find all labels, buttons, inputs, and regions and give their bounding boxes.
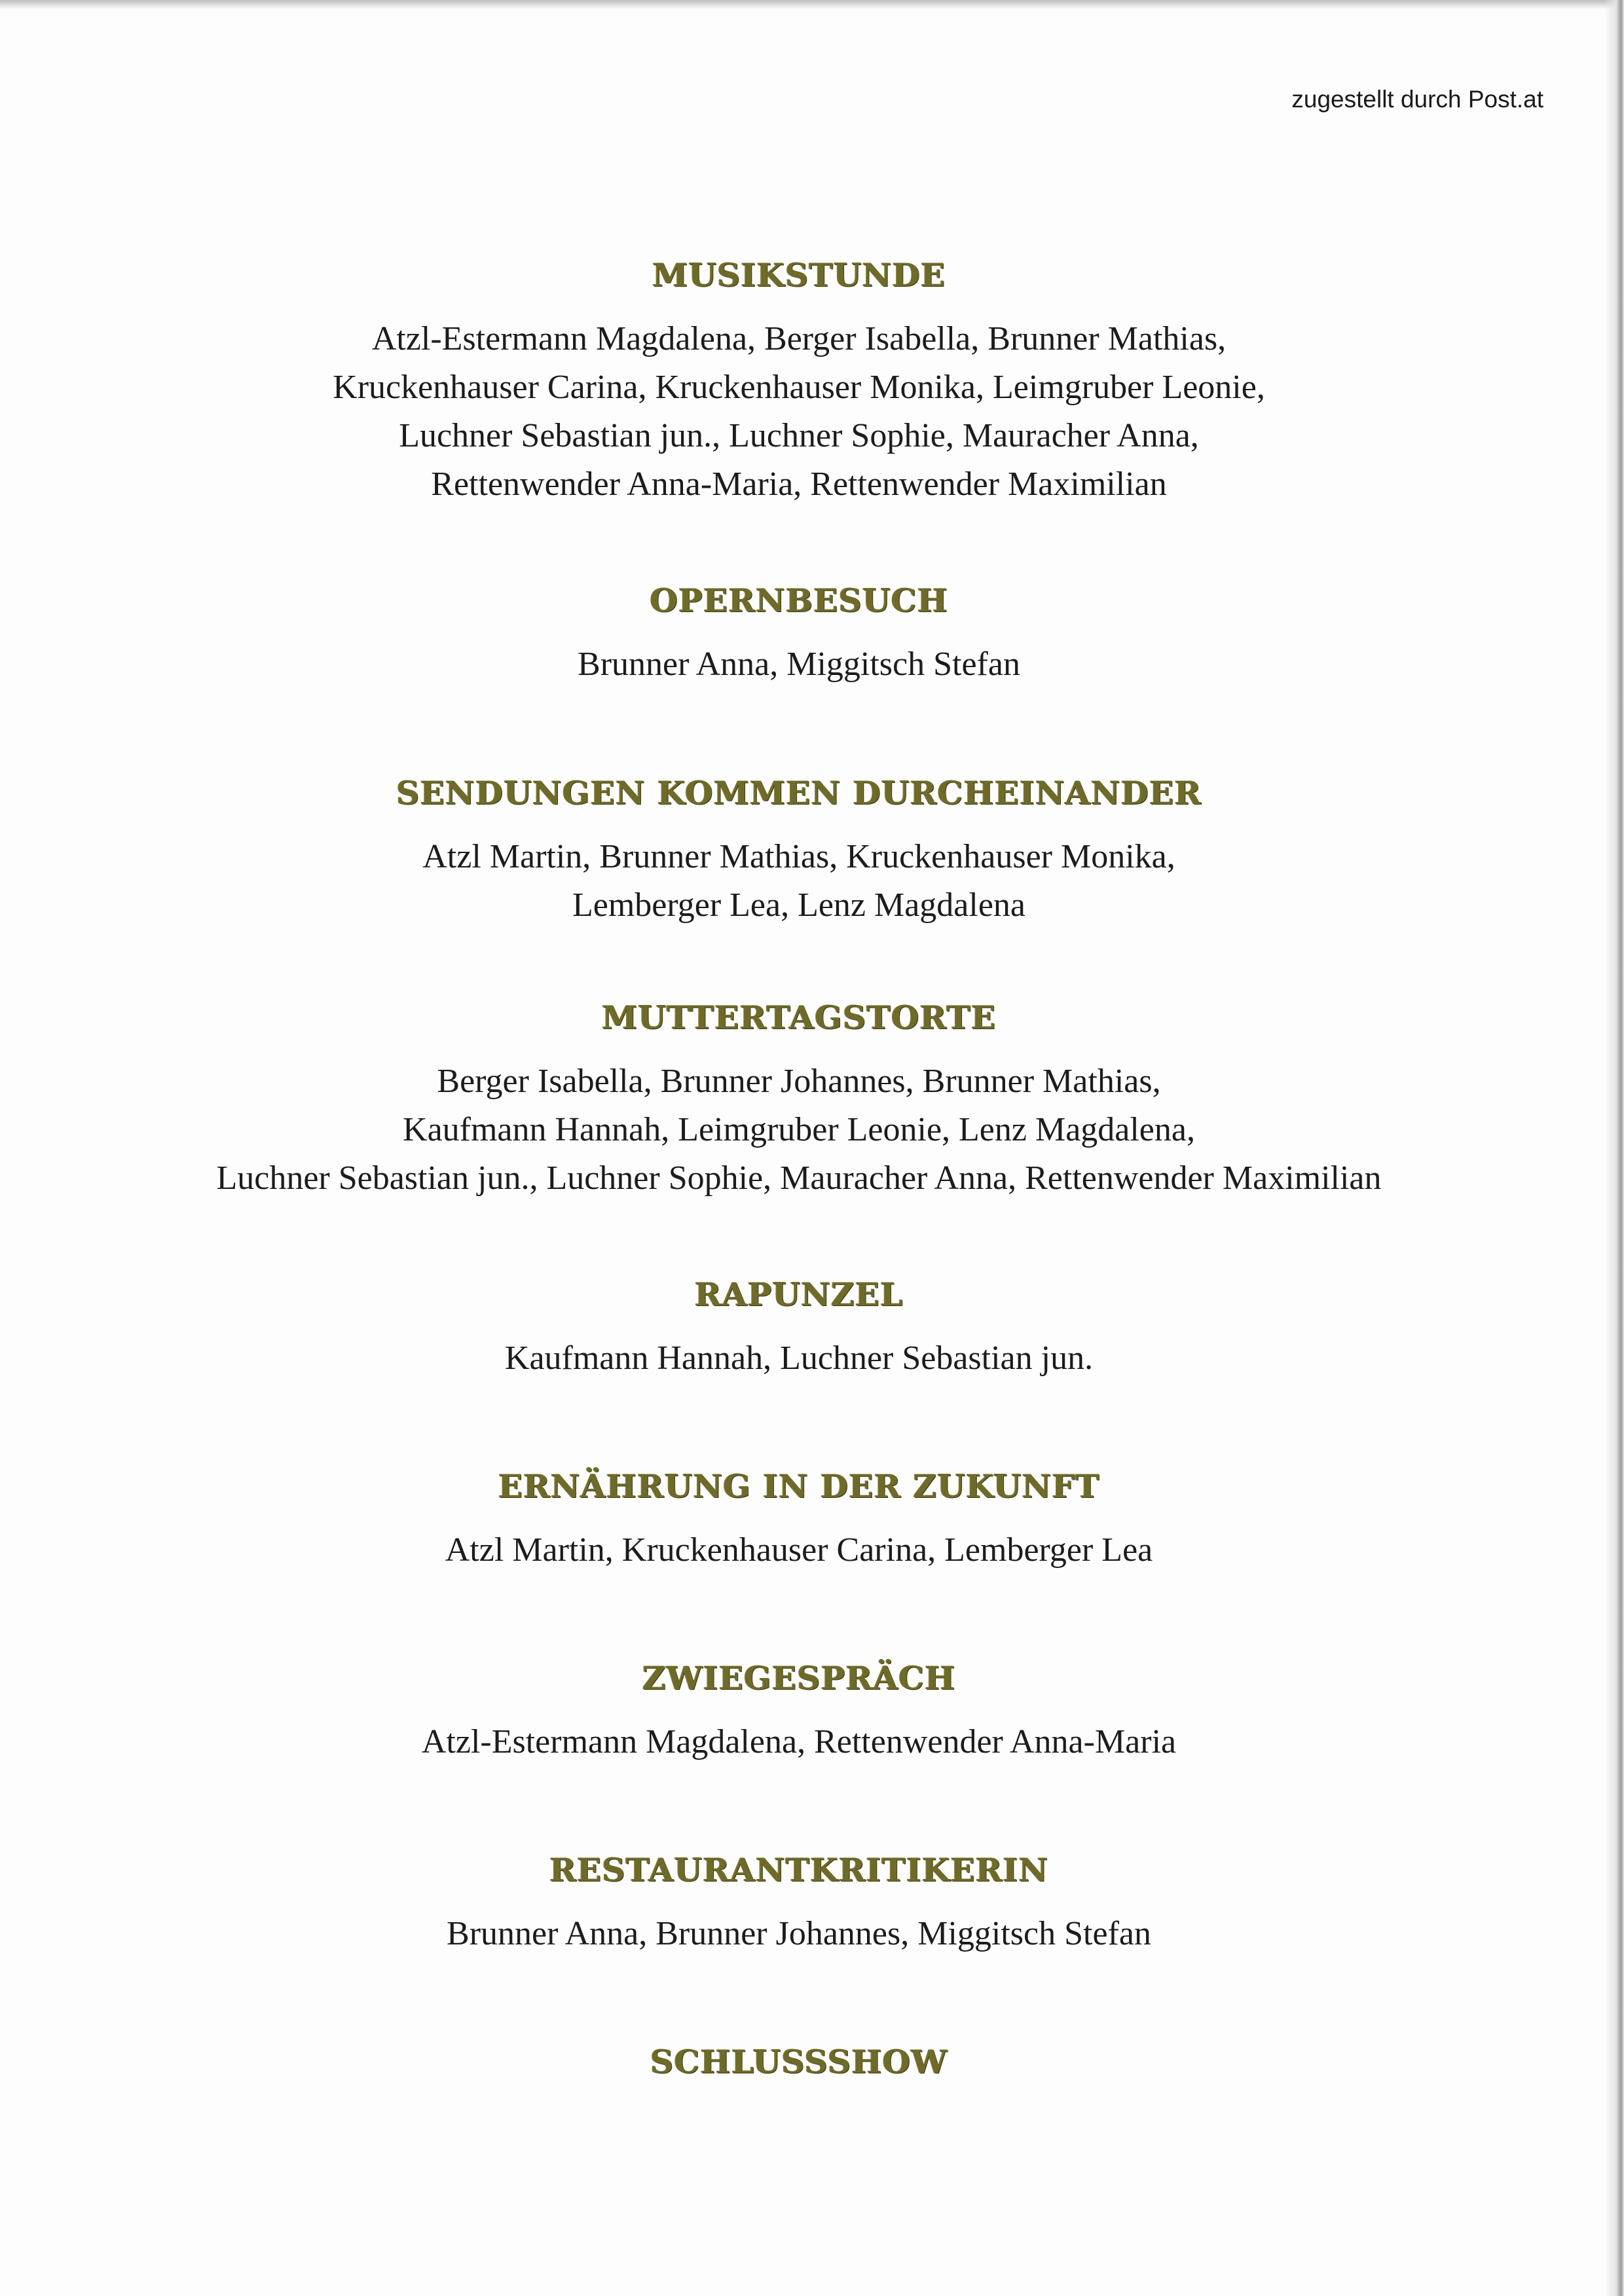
- names-line: Kaufmann Hannah, Leimgruber Leonie, Lenz Magdalena,: [403, 1111, 1195, 1148]
- section-title: SENDUNGEN KOMMEN DURCHEINANDER: [396, 774, 1202, 812]
- names-line: Kaufmann Hannah, Luchner Sebastian jun.: [504, 1339, 1094, 1377]
- section-title: OPERNBESUCH: [650, 581, 948, 619]
- section-title: RESTAURANTKRITIKERIN: [549, 1851, 1048, 1889]
- names-line: Brunner Anna, Brunner Johannes, Miggitsch Stefan: [447, 1915, 1151, 1952]
- names-line: Rettenwender Anna-Maria, Rettenwender Maximilian: [431, 465, 1167, 503]
- section-names: [0, 1910, 1598, 1958]
- scan-top-edge: [0, 0, 1624, 9]
- section-schlussshow: [0, 2040, 1598, 2083]
- postal-note: zugestellt durch Post.at: [1291, 86, 1543, 113]
- section-zwiegespraech: [0, 1656, 1598, 1766]
- section-muttertagstorte: [0, 996, 1598, 1203]
- names-line: Atzl-Estermann Magdalena, Rettenwender Anna-Maria: [421, 1723, 1177, 1760]
- names-line: Atzl Martin, Kruckenhauser Carina, Lemberger Lea: [445, 1531, 1153, 1569]
- section-title: MUSIKSTUNDE: [652, 256, 946, 294]
- names-line: Atzl-Estermann Magdalena, Berger Isabella, Brunner Mathias,: [371, 320, 1227, 357]
- section-musikstunde: [0, 253, 1598, 509]
- section-title: ZWIEGESPRÄCH: [642, 1659, 956, 1697]
- section-names: [0, 640, 1598, 689]
- section-title: MUTTERTAGSTORTE: [601, 998, 997, 1036]
- section-names: [0, 833, 1598, 930]
- names-line: Lemberger Lea, Lenz Magdalena: [572, 886, 1025, 924]
- section-names: [0, 1334, 1598, 1383]
- names-line: Kruckenhauser Carina, Kruckenhauser Monika, Leimgruber Leonie,: [333, 369, 1265, 406]
- section-title: RAPUNZEL: [694, 1275, 904, 1313]
- section-title: ERNÄHRUNG IN DER ZUKUNFT: [498, 1467, 1100, 1505]
- names-line: Luchner Sebastian jun., Luchner Sophie, Mauracher Anna, Rettenwender Maximilian: [216, 1159, 1382, 1197]
- names-line: Brunner Anna, Miggitsch Stefan: [578, 646, 1020, 683]
- section-sendungen-kommen-durcheinander: [0, 771, 1598, 930]
- section-ernaehrung-in-der-zukunft: [0, 1465, 1598, 1575]
- section-names: [0, 1526, 1598, 1575]
- section-title: SCHLUSSSHOW: [650, 2043, 948, 2081]
- names-line: Berger Isabella, Brunner Johannes, Brunner Mathias,: [437, 1063, 1161, 1100]
- section-names: [0, 1718, 1598, 1766]
- names-line: Luchner Sebastian jun., Luchner Sophie, Mauracher Anna,: [399, 417, 1199, 454]
- section-names: [0, 315, 1598, 509]
- section-restaurantkritikerin: [0, 1848, 1598, 1958]
- section-names: [0, 1057, 1598, 1203]
- scan-binding-edge: [1604, 0, 1624, 2296]
- section-rapunzel: [0, 1273, 1598, 1383]
- names-line: Atzl Martin, Brunner Mathias, Kruckenhauser Monika,: [422, 838, 1175, 875]
- section-opernbesuch: [0, 579, 1598, 689]
